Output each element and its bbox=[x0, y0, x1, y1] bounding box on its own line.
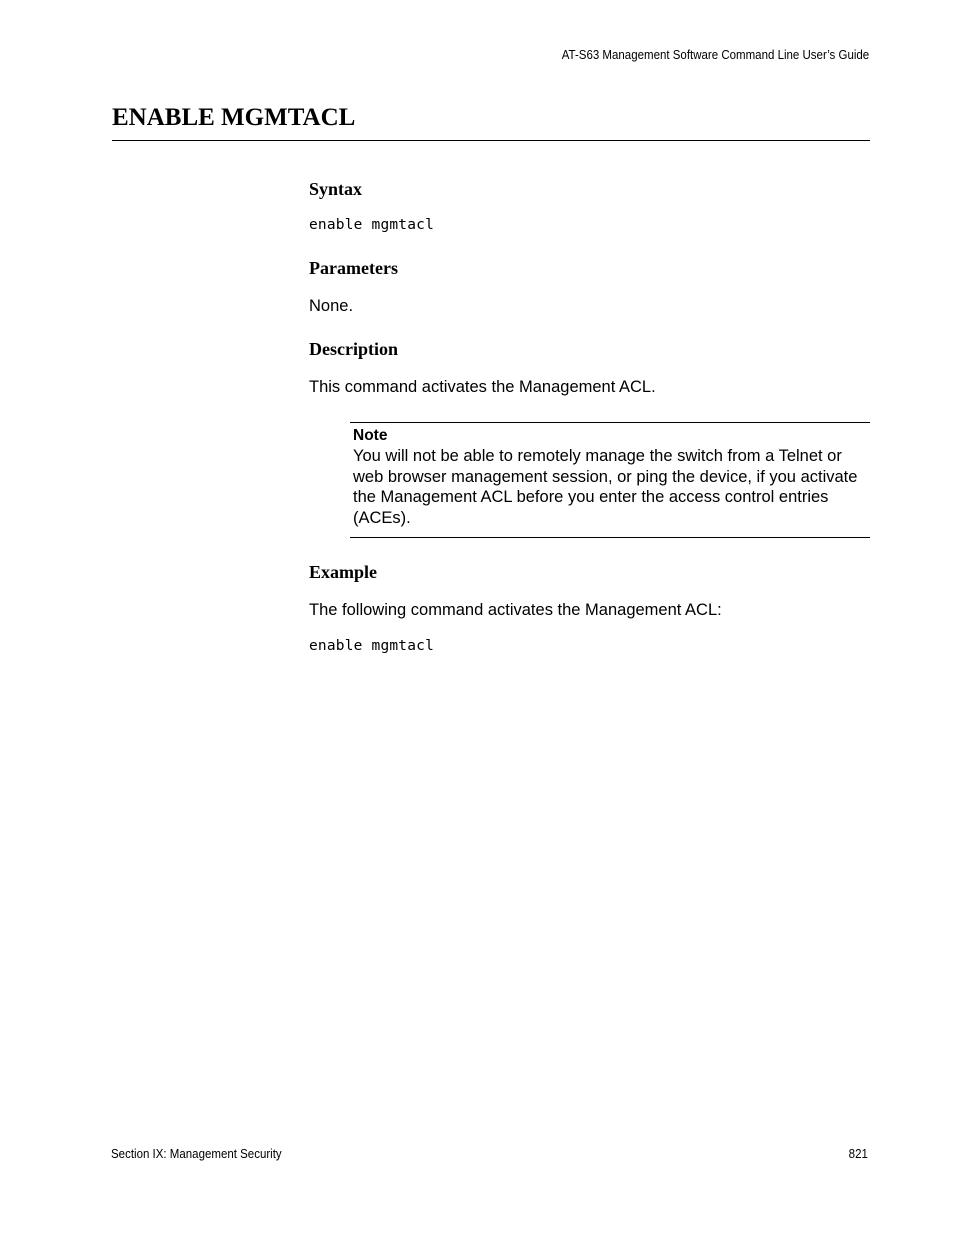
parameters-text: None. bbox=[309, 297, 354, 315]
description-text: This command activates the Management ACL. bbox=[309, 378, 656, 396]
syntax-code: enable mgmtacl bbox=[309, 217, 435, 233]
example-code: enable mgmtacl bbox=[309, 638, 435, 654]
page-title: ENABLE MGMTACL bbox=[112, 104, 356, 131]
note-box bbox=[350, 422, 870, 538]
page-number: 821 bbox=[848, 1147, 868, 1161]
example-heading: Example bbox=[309, 562, 378, 582]
syntax-heading: Syntax bbox=[309, 179, 363, 199]
example-text: The following command activates the Management ACL: bbox=[309, 601, 722, 619]
running-header: AT-S63 Management Software Command Line User’s Guide bbox=[561, 48, 869, 62]
note-text: You will not be able to remotely manage the switch from a Telnet or web browser management session, or ping the device, if you activate the Management ACL before you enter the access control entries (ACEs). bbox=[353, 447, 858, 527]
description-heading: Description bbox=[309, 339, 398, 359]
note-label: Note bbox=[353, 427, 388, 444]
footer-section: Section IX: Management Security bbox=[111, 1147, 282, 1161]
title-divider bbox=[112, 140, 870, 141]
parameters-heading: Parameters bbox=[309, 258, 398, 278]
